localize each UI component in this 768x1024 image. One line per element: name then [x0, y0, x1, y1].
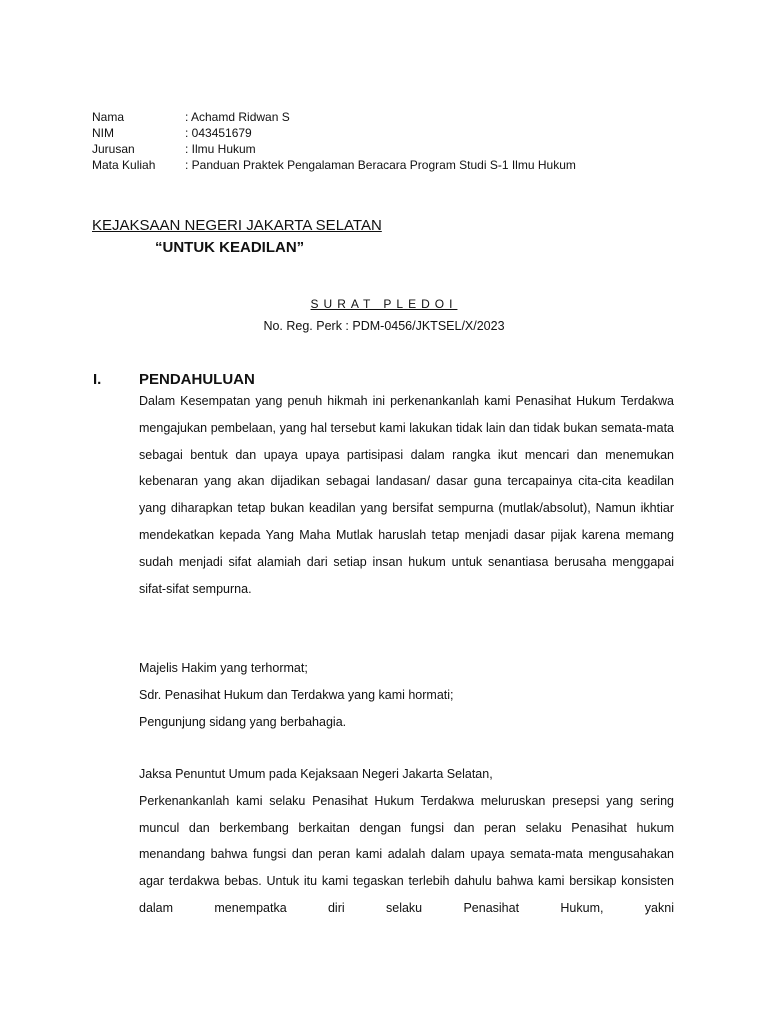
- info-value: : Panduan Praktek Pengalaman Beracara Program Studi S-1 Ilmu Hukum: [185, 158, 576, 172]
- greeting-line: Pengunjung sidang yang berbahagia.: [139, 714, 347, 729]
- closing-paragraph: Perkenankanlah kami selaku Penasihat Hukum Terdakwa meluruskan presepsi yang sering muncul dan berkembang berkaitan dengan fungsi dan peran selaku Penasihat hukum menandang bahwa fungsi dan peran kami adalah dalam upaya semata-mata mengusahakan agar terdakwa bebas. Untuk itu kami tegaskan terlebih dahulu bahwa kami bersikap konsisten dalam menempatka diri selaku Penasihat Hukum, yakni: [139, 793, 674, 915]
- institution-heading: KEJAKSAAN NEGERI JAKARTA SELATAN: [92, 217, 382, 234]
- info-label: Nama: [92, 110, 125, 124]
- info-row-mata-kuliah: [92, 157, 576, 173]
- info-row-jurusan: [92, 141, 576, 157]
- student-info: [92, 109, 576, 173]
- greeting-line: Sdr. Penasihat Hukum dan Terdakwa yang kami hormati;: [139, 687, 454, 702]
- greetings-block: [139, 655, 674, 735]
- closing-block: [139, 761, 674, 922]
- info-value: : Ilmu Hukum: [185, 142, 256, 156]
- info-row-nama: [92, 109, 576, 125]
- address-line: Jaksa Penuntut Umum pada Kejaksaan Negeri Jakarta Selatan,: [139, 767, 493, 781]
- institution-motto: “UNTUK KEADILAN”: [155, 239, 305, 256]
- info-label: NIM: [92, 126, 114, 140]
- intro-paragraph-block: [139, 388, 674, 602]
- greeting-line: Majelis Hakim yang terhormat;: [139, 661, 308, 675]
- section-title: PENDAHULUAN: [139, 371, 255, 388]
- letter-title: SURAT PLEDOI: [310, 297, 458, 311]
- info-row-nim: [92, 125, 576, 141]
- info-label: Mata Kuliah: [92, 158, 156, 172]
- info-value: : Achamd Ridwan S: [185, 110, 290, 124]
- intro-paragraph: Dalam Kesempatan yang penuh hikmah ini perkenankanlah kami Penasihat Hukum Terdakwa mengajukan pembelaan, yang hal tersebut kami lakukan tidak lain dan tidak bukan semata-mata sebagai bentuk dan upaya upaya partisipasi dalam rangka ikut mencari dan menemukan kebenaran yang akan dijadikan sebagai landasan/ dasar guna tercapainya cita-cita keadilan yang diharapkan tetap bukan keadilan yang bersifat sempurna (mutlak/absolut), Namun ikhtiar mendekatkan kepada Yang Maha Mutlak haruslah tetap menjadi dasar pijak karena memang sudah menjadi sifat alamiah dari setiap insan hukum untuk senantiasa berusaha menggapai sifat-sifat sempurna.: [139, 394, 674, 596]
- section-number: I.: [93, 371, 102, 388]
- info-label: Jurusan: [92, 142, 135, 156]
- registration-number: No. Reg. Perk : PDM-0456/JKTSEL/X/2023: [263, 319, 505, 333]
- info-value: : 043451679: [185, 126, 252, 140]
